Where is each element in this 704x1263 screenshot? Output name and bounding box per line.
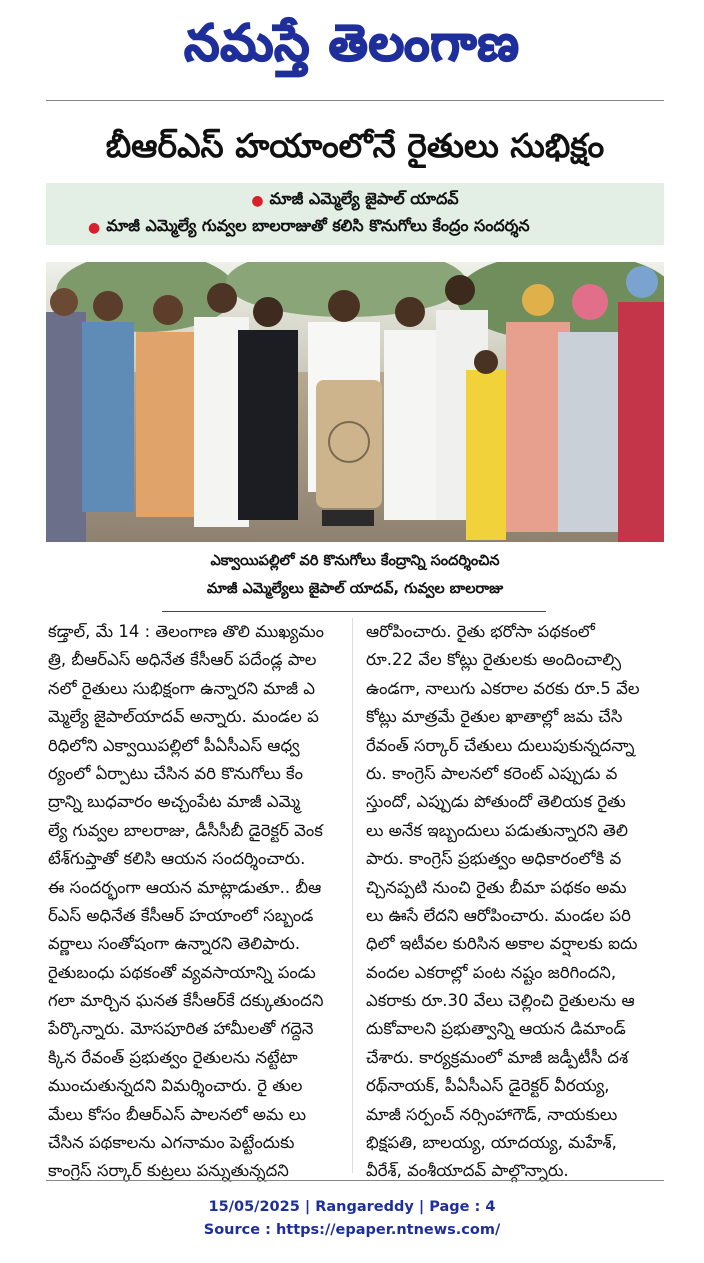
body-line: భిక్షపతి, బాలయ్య, యాదయ్య, మహేశ్, [366, 1133, 617, 1153]
caption-rule [162, 611, 546, 612]
masthead-rule [46, 100, 664, 101]
subdeck-item [46, 187, 664, 214]
article-headline: బీఆర్ఎస్ హయాంలోనే రైతులు సుభిక్షం [105, 126, 605, 165]
body-line: ముంచుతున్నదని విమర్శించారు. రై తుల [48, 1076, 303, 1096]
footer-rule [46, 1180, 664, 1181]
body-line: ల్యే గువ్వల బాలరాజు, డీసీసీబీ డైరెక్టర్ వెంక [48, 820, 323, 840]
footer-source-link[interactable]: Source : https://epaper.ntnews.com/ [203, 1222, 501, 1238]
body-line: ర్ఎస్ అధినేత కేసీఆర్ హయాంలో సబ్బండ [48, 905, 314, 925]
body-line: ఎకరాకు రూ.30 వేలు చెల్లించి రైతులను ఆ [366, 991, 635, 1011]
photo-caption [120, 547, 590, 607]
subdeck-text: మాజీ ఎమ్మెల్యే గువ్వల బాలరాజుతో కలిసి కొనుగోలు కేంద్రం సందర్శన [106, 216, 530, 235]
subdeck-text: మాజీ ఎమ్మెల్యే జైపాల్ యాదవ్ [269, 189, 459, 208]
body-line: కాంగ్రెస్ సర్కార్ కుట్రలు పన్నుతున్నదని [48, 1161, 289, 1181]
body-line: రథ్‌నాయక్, పీఏసీఎస్ డైరెక్టర్ వీరయ్య, [366, 1076, 610, 1096]
body-line: ఆరోపించారు. రైతు భరోసా పథకంలో [366, 622, 595, 641]
caption-line: మాజీ ఎమ్మెల్యేలు జైపాల్ యాదవ్, గువ్వల బాలరాజు [206, 581, 504, 597]
article-column-right [366, 618, 658, 1181]
footer-date-line: 15/05/2025 | Rangareddy | Page : 4 [208, 1199, 496, 1215]
article-column-left [48, 618, 340, 1181]
subdeck-box [46, 183, 664, 245]
news-photo [46, 262, 664, 542]
body-line: దుకోవాలని ప్రభుత్వాన్ని ఆయన డిమాండ్ [366, 1019, 626, 1039]
body-line: పారు. కాంగ్రెస్ ప్రభుత్వం అధికారంలోకి వ [366, 849, 622, 869]
body-line: మాజీ సర్పంచ్ నర్సింహాగౌడ్, నాయకులు [366, 1104, 618, 1124]
body-line: రేవంత్ సర్కార్ చేతులు దులుపుకున్నదన్నా [366, 735, 635, 755]
body-line: కడ్తాల్, మే 14 : తెలంగాణ తొలి ముఖ్యమం [48, 622, 325, 641]
column-divider [352, 618, 353, 1173]
body-line: వందల ఎకరాల్లో పంట నష్టం జరిగిందని, [366, 962, 617, 982]
body-line: ధిలో ఇటీవల కురిసిన అకాల వర్షాలకు ఐదు [366, 934, 638, 954]
body-line: ర్యంలో ఏర్పాటు చేసిన వరి కొనుగోలు కేం [48, 763, 303, 783]
body-line: పేర్కొన్నారు. మోసపూరిత హామీలతో గద్దెనె [48, 1019, 314, 1039]
body-line: చేశారు. కార్యక్రమంలో మాజీ జడ్పీటీసీ దశ [366, 1047, 629, 1067]
masthead-title: నమస్తే తెలంగాణ [184, 13, 520, 72]
body-line: మేలు కోసం బీఆర్ఎస్ పాలనలో అమ లు [48, 1104, 307, 1124]
body-line: చ్చినప్పటి నుంచి రైతు బీమా పథకం అమ [366, 877, 627, 897]
body-line: కోట్లు మాత్రమే రైతుల ఖాతాల్లో జమ చేసి [366, 707, 623, 727]
body-line: చేసిన పథకాలను ఎగనామం పెట్టేందుకు [48, 1133, 295, 1153]
body-line: ఈ సందర్భంగా ఆయన మాట్లాడుతూ.. బీఆ [48, 877, 322, 897]
bullet-icon: ● [88, 219, 101, 236]
body-line: మ్మెల్యే జైపాల్‌యాదవ్ అన్నారు. మండల ప [48, 707, 319, 727]
body-line: రైతుబంధు పథకంతో వ్యవసాయాన్ని పండు [48, 962, 316, 982]
body-line: వర్ణాలు సంతోషంగా ఉన్నారని తెలిపారు. [48, 934, 301, 954]
subdeck-item [46, 214, 664, 241]
body-line: లు అనేక ఇబ్బందులు పడుతున్నారని తెలి [366, 820, 628, 840]
body-line: త్రి, బీఆర్ఎస్ అధినేత కేసీఆర్ పదేండ్ల పాల [48, 650, 317, 670]
body-line: రిధిలోని ఎక్వాయిపల్లిలో పీఏసీఎస్ ఆధ్వ [48, 735, 300, 755]
caption-line: ఎక్వాయిపల్లిలో వరి కొనుగోలు కేంద్రాన్ని సందర్శించిన [210, 553, 500, 569]
body-line: వీరేశ్, వంశీయాదవ్ పాల్గొన్నారు. [366, 1161, 569, 1181]
body-line: టేశ్‌గుప్తాతో కలిసి ఆయన సందర్శించారు. [48, 849, 306, 869]
body-line: నలో రైతులు సుభిక్షంగా ఉన్నారని మాజీ ఎ [48, 678, 315, 698]
body-line: ఉండగా, నాలుగు ఎకరాల వరకు రూ.5 వేల [366, 678, 640, 698]
body-line: క్కిన రేవంత్ ప్రభుత్వం రైతులను నట్టేటా [48, 1047, 298, 1067]
bullet-icon: ● [251, 192, 264, 209]
body-line: ద్రాన్ని బుధవారం అచ్చంపేట మాజీ ఎమ్మె [48, 792, 300, 812]
body-line: రు. కాంగ్రెస్ పాలనలో కరెంట్ ఎప్పుడు వ [366, 763, 618, 783]
body-line: గలా మార్చిన ఘనత కేసీఆర్‌కే దక్కుతుందని [48, 991, 324, 1011]
body-line: స్తుందో, ఎప్పుడు పోతుందో తెలియక రైతు [366, 792, 626, 812]
body-line: లు ఊసే లేదని ఆరోపించారు. మండల పరి [366, 905, 631, 925]
body-line: రూ.22 వేల కోట్లు రైతులకు అందించాల్సి [366, 650, 622, 670]
